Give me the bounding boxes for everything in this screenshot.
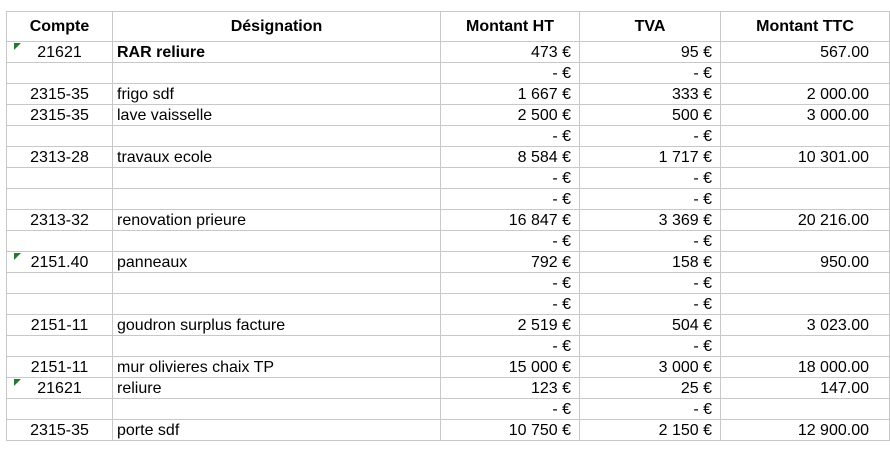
table-row bbox=[0, 315, 890, 336]
cell-compte[interactable] bbox=[6, 399, 113, 420]
table-row bbox=[0, 63, 890, 84]
cell-montant-ttc[interactable] bbox=[721, 273, 890, 294]
cell-montant-ht[interactable]: - € bbox=[441, 336, 580, 357]
cell-tva[interactable]: 500 € bbox=[580, 105, 721, 126]
column-header-compte[interactable]: Compte bbox=[6, 11, 113, 42]
header-row bbox=[0, 11, 890, 42]
cell-compte[interactable] bbox=[6, 336, 113, 357]
table-row bbox=[0, 42, 890, 63]
cell-tva[interactable]: 3 000 € bbox=[580, 357, 721, 378]
cell-montant-ht[interactable]: 123 € bbox=[441, 378, 580, 399]
cell-montant-ttc[interactable]: 18 000.00 bbox=[721, 357, 890, 378]
cell-compte[interactable] bbox=[6, 168, 113, 189]
cell-designation[interactable] bbox=[113, 126, 441, 147]
cell-montant-ttc[interactable]: 10 301.00 bbox=[721, 147, 890, 168]
cell-compte[interactable] bbox=[6, 273, 113, 294]
table-row bbox=[0, 399, 890, 420]
cell-compte[interactable] bbox=[6, 42, 113, 63]
comment-indicator-icon bbox=[14, 43, 21, 50]
comment-indicator-icon bbox=[14, 253, 21, 260]
table-row bbox=[0, 210, 890, 231]
cell-montant-ht[interactable]: - € bbox=[441, 189, 580, 210]
cell-tva[interactable]: - € bbox=[580, 399, 721, 420]
cell-designation[interactable]: mur olivieres chaix TP bbox=[113, 357, 441, 378]
cell-tva[interactable]: - € bbox=[580, 189, 721, 210]
comment-indicator-icon bbox=[14, 379, 21, 386]
cell-compte[interactable] bbox=[6, 126, 113, 147]
cell-montant-ttc[interactable]: 950.00 bbox=[721, 252, 890, 273]
cell-designation[interactable]: porte sdf bbox=[113, 420, 441, 441]
cell-montant-ht[interactable]: - € bbox=[441, 294, 580, 315]
cell-montant-ttc[interactable]: 12 900.00 bbox=[721, 420, 890, 441]
cell-tva[interactable]: 3 369 € bbox=[580, 210, 721, 231]
cell-compte[interactable] bbox=[6, 189, 113, 210]
cell-compte[interactable] bbox=[6, 252, 113, 273]
cell-montant-ttc[interactable]: 567.00 bbox=[721, 42, 890, 63]
cell-designation[interactable] bbox=[113, 168, 441, 189]
cell-designation[interactable] bbox=[113, 231, 441, 252]
cell-montant-ht[interactable]: - € bbox=[441, 126, 580, 147]
cell-compte[interactable] bbox=[6, 231, 113, 252]
cell-tva[interactable]: - € bbox=[580, 63, 721, 84]
table-row bbox=[0, 147, 890, 168]
cell-montant-ht[interactable]: 473 € bbox=[441, 42, 580, 63]
cell-montant-ht[interactable]: 15 000 € bbox=[441, 357, 580, 378]
cell-compte[interactable]: 2313-28 bbox=[6, 147, 113, 168]
cell-montant-ttc[interactable]: 20 216.00 bbox=[721, 210, 890, 231]
cell-montant-ht[interactable]: - € bbox=[441, 63, 580, 84]
cell-montant-ht[interactable]: 792 € bbox=[441, 252, 580, 273]
cell-montant-ht[interactable]: - € bbox=[441, 168, 580, 189]
cell-tva[interactable]: - € bbox=[580, 168, 721, 189]
table-row bbox=[0, 231, 890, 252]
cell-compte[interactable]: 2315-35 bbox=[6, 420, 113, 441]
cell-montant-ttc[interactable] bbox=[721, 399, 890, 420]
cell-designation[interactable] bbox=[113, 189, 441, 210]
cell-designation[interactable]: panneaux bbox=[113, 252, 441, 273]
cell-tva[interactable]: 25 € bbox=[580, 378, 721, 399]
cell-designation[interactable] bbox=[113, 63, 441, 84]
table-row bbox=[0, 105, 890, 126]
cell-designation[interactable] bbox=[113, 399, 441, 420]
cell-compte[interactable]: 2151-11 bbox=[6, 357, 113, 378]
cell-designation[interactable]: lave vaisselle bbox=[113, 105, 441, 126]
cell-designation[interactable]: renovation prieure bbox=[113, 210, 441, 231]
table-row bbox=[0, 168, 890, 189]
cell-text: 2151.40 bbox=[30, 254, 89, 271]
cell-designation[interactable]: travaux ecole bbox=[113, 147, 441, 168]
cell-tva[interactable]: 2 150 € bbox=[580, 420, 721, 441]
table-row bbox=[0, 357, 890, 378]
cell-montant-ht[interactable]: 16 847 € bbox=[441, 210, 580, 231]
cell-tva[interactable]: - € bbox=[580, 294, 721, 315]
cell-compte[interactable]: 2151-11 bbox=[6, 315, 113, 336]
column-header-montant-ht[interactable]: Montant HT bbox=[441, 11, 580, 42]
cell-montant-ttc[interactable] bbox=[721, 168, 890, 189]
cell-compte[interactable] bbox=[6, 294, 113, 315]
cell-designation[interactable]: frigo sdf bbox=[113, 84, 441, 105]
table-row bbox=[0, 273, 890, 294]
table-row bbox=[0, 252, 890, 273]
cell-montant-ttc[interactable]: 2 000.00 bbox=[721, 84, 890, 105]
cell-text: 21621 bbox=[37, 380, 82, 397]
cell-designation[interactable]: RAR reliure bbox=[113, 42, 441, 63]
cell-tva[interactable]: 1 717 € bbox=[580, 147, 721, 168]
cell-designation[interactable] bbox=[113, 273, 441, 294]
cell-designation[interactable] bbox=[113, 294, 441, 315]
cell-montant-ttc[interactable] bbox=[721, 231, 890, 252]
cell-montant-ht[interactable]: 2 500 € bbox=[441, 105, 580, 126]
cell-montant-ht[interactable]: 2 519 € bbox=[441, 315, 580, 336]
cell-montant-ht[interactable]: 8 584 € bbox=[441, 147, 580, 168]
cell-compte[interactable]: 2315-35 bbox=[6, 105, 113, 126]
table-row bbox=[0, 420, 890, 441]
cell-compte[interactable]: 2313-32 bbox=[6, 210, 113, 231]
cell-compte[interactable]: 2315-35 bbox=[6, 84, 113, 105]
cell-montant-ttc[interactable] bbox=[721, 126, 890, 147]
cell-tva[interactable]: 504 € bbox=[580, 315, 721, 336]
table-row bbox=[0, 336, 890, 357]
cell-compte[interactable] bbox=[6, 378, 113, 399]
cell-tva[interactable]: 333 € bbox=[580, 84, 721, 105]
cell-tva[interactable]: 95 € bbox=[580, 42, 721, 63]
cell-montant-ht[interactable]: - € bbox=[441, 399, 580, 420]
column-header-montant-ttc[interactable]: Montant TTC bbox=[721, 11, 890, 42]
cell-compte[interactable] bbox=[6, 63, 113, 84]
cell-tva[interactable]: - € bbox=[580, 231, 721, 252]
cell-tva[interactable]: - € bbox=[580, 126, 721, 147]
cell-montant-ttc[interactable] bbox=[721, 63, 890, 84]
cell-montant-ht[interactable]: - € bbox=[441, 231, 580, 252]
column-header-designation[interactable]: Désignation bbox=[113, 11, 441, 42]
table-row bbox=[0, 294, 890, 315]
column-header-tva[interactable]: TVA bbox=[580, 11, 721, 42]
cell-montant-ttc[interactable] bbox=[721, 336, 890, 357]
cell-montant-ttc[interactable] bbox=[721, 294, 890, 315]
cell-montant-ttc[interactable] bbox=[721, 189, 890, 210]
cell-tva[interactable]: - € bbox=[580, 336, 721, 357]
cell-designation[interactable]: reliure bbox=[113, 378, 441, 399]
cell-tva[interactable]: - € bbox=[580, 273, 721, 294]
cell-text: 21621 bbox=[37, 44, 82, 61]
table-row bbox=[0, 189, 890, 210]
cell-tva[interactable]: 158 € bbox=[580, 252, 721, 273]
table-row bbox=[0, 378, 890, 399]
cell-montant-ttc[interactable]: 3 023.00 bbox=[721, 315, 890, 336]
table-row bbox=[0, 84, 890, 105]
cell-montant-ttc[interactable]: 147.00 bbox=[721, 378, 890, 399]
cell-montant-ht[interactable]: - € bbox=[441, 273, 580, 294]
cell-designation[interactable] bbox=[113, 336, 441, 357]
table-row bbox=[0, 126, 890, 147]
cell-designation[interactable]: goudron surplus facture bbox=[113, 315, 441, 336]
cell-montant-ttc[interactable]: 3 000.00 bbox=[721, 105, 890, 126]
cell-montant-ht[interactable]: 10 750 € bbox=[441, 420, 580, 441]
cell-montant-ht[interactable]: 1 667 € bbox=[441, 84, 580, 105]
